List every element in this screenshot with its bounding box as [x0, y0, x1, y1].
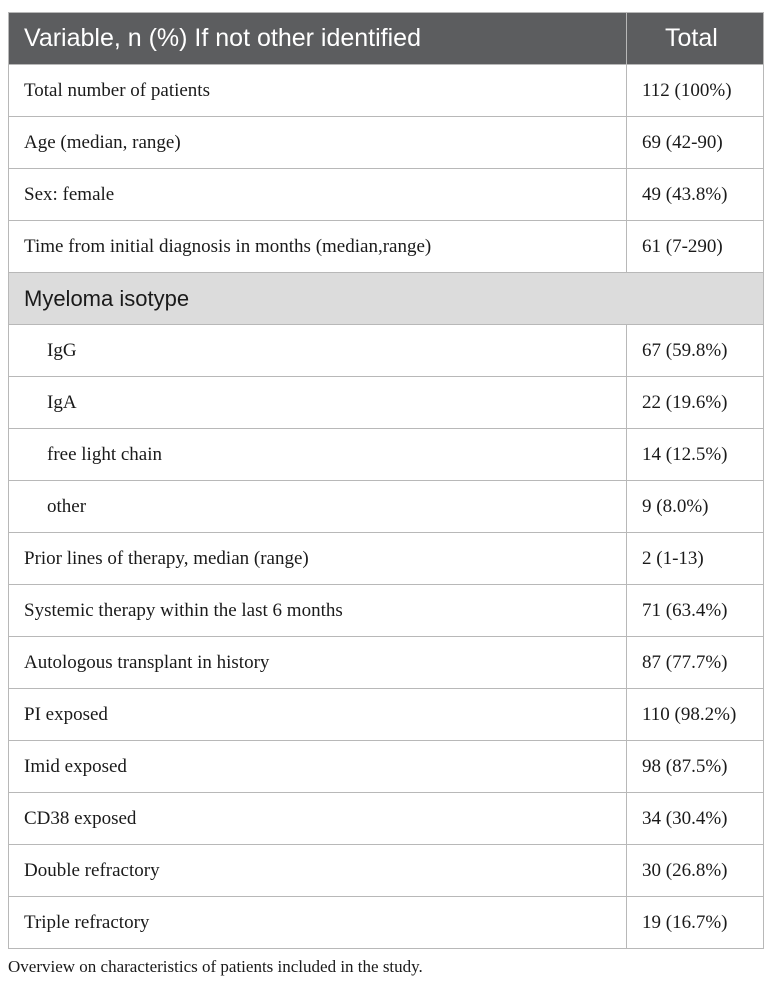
table-row — [9, 689, 764, 741]
row-value: 69 (42-90) — [627, 117, 764, 169]
section-row — [9, 273, 764, 325]
row-value: 112 (100%) — [627, 65, 764, 117]
row-value: 71 (63.4%) — [627, 585, 764, 637]
table-row — [9, 897, 764, 949]
table-row — [9, 377, 764, 429]
row-label: Triple refractory — [9, 897, 627, 949]
row-value: 110 (98.2%) — [627, 689, 764, 741]
table-row — [9, 741, 764, 793]
table-row — [9, 117, 764, 169]
row-value: 98 (87.5%) — [627, 741, 764, 793]
row-value: 87 (77.7%) — [627, 637, 764, 689]
table-row — [9, 481, 764, 533]
row-value: 2 (1-13) — [627, 533, 764, 585]
row-value: 61 (7-290) — [627, 221, 764, 273]
row-label: Systemic therapy within the last 6 months — [9, 585, 627, 637]
row-label: IgA — [9, 377, 627, 429]
table-row — [9, 325, 764, 377]
header-total: Total — [627, 13, 764, 65]
row-label: PI exposed — [9, 689, 627, 741]
table-row — [9, 65, 764, 117]
table-header-row — [9, 13, 764, 65]
table-row — [9, 169, 764, 221]
row-label: other — [9, 481, 627, 533]
row-value: 34 (30.4%) — [627, 793, 764, 845]
row-label: Autologous transplant in history — [9, 637, 627, 689]
row-label: Age (median, range) — [9, 117, 627, 169]
table-row — [9, 793, 764, 845]
row-label: Time from initial diagnosis in months (median,range) — [9, 221, 627, 273]
table-row — [9, 585, 764, 637]
row-value: 9 (8.0%) — [627, 481, 764, 533]
table-row — [9, 533, 764, 585]
row-label: free light chain — [9, 429, 627, 481]
patient-characteristics-table-container — [8, 12, 763, 949]
row-label: Imid exposed — [9, 741, 627, 793]
row-value: 19 (16.7%) — [627, 897, 764, 949]
section-heading-myeloma-isotype: Myeloma isotype — [9, 273, 764, 325]
row-value: 67 (59.8%) — [627, 325, 764, 377]
table-row — [9, 429, 764, 481]
table-caption: Overview on characteristics of patients included in the study. — [8, 957, 423, 976]
row-label: Prior lines of therapy, median (range) — [9, 533, 627, 585]
patient-characteristics-table — [8, 12, 764, 949]
table-row — [9, 637, 764, 689]
row-value: 22 (19.6%) — [627, 377, 764, 429]
row-label: CD38 exposed — [9, 793, 627, 845]
row-label: Sex: female — [9, 169, 627, 221]
table-row — [9, 221, 764, 273]
row-value: 49 (43.8%) — [627, 169, 764, 221]
row-label: Double refractory — [9, 845, 627, 897]
row-value: 30 (26.8%) — [627, 845, 764, 897]
header-variable: Variable, n (%) If not other identified — [9, 13, 627, 65]
table-row — [9, 845, 764, 897]
row-label: Total number of patients — [9, 65, 627, 117]
row-label: IgG — [9, 325, 627, 377]
row-value: 14 (12.5%) — [627, 429, 764, 481]
